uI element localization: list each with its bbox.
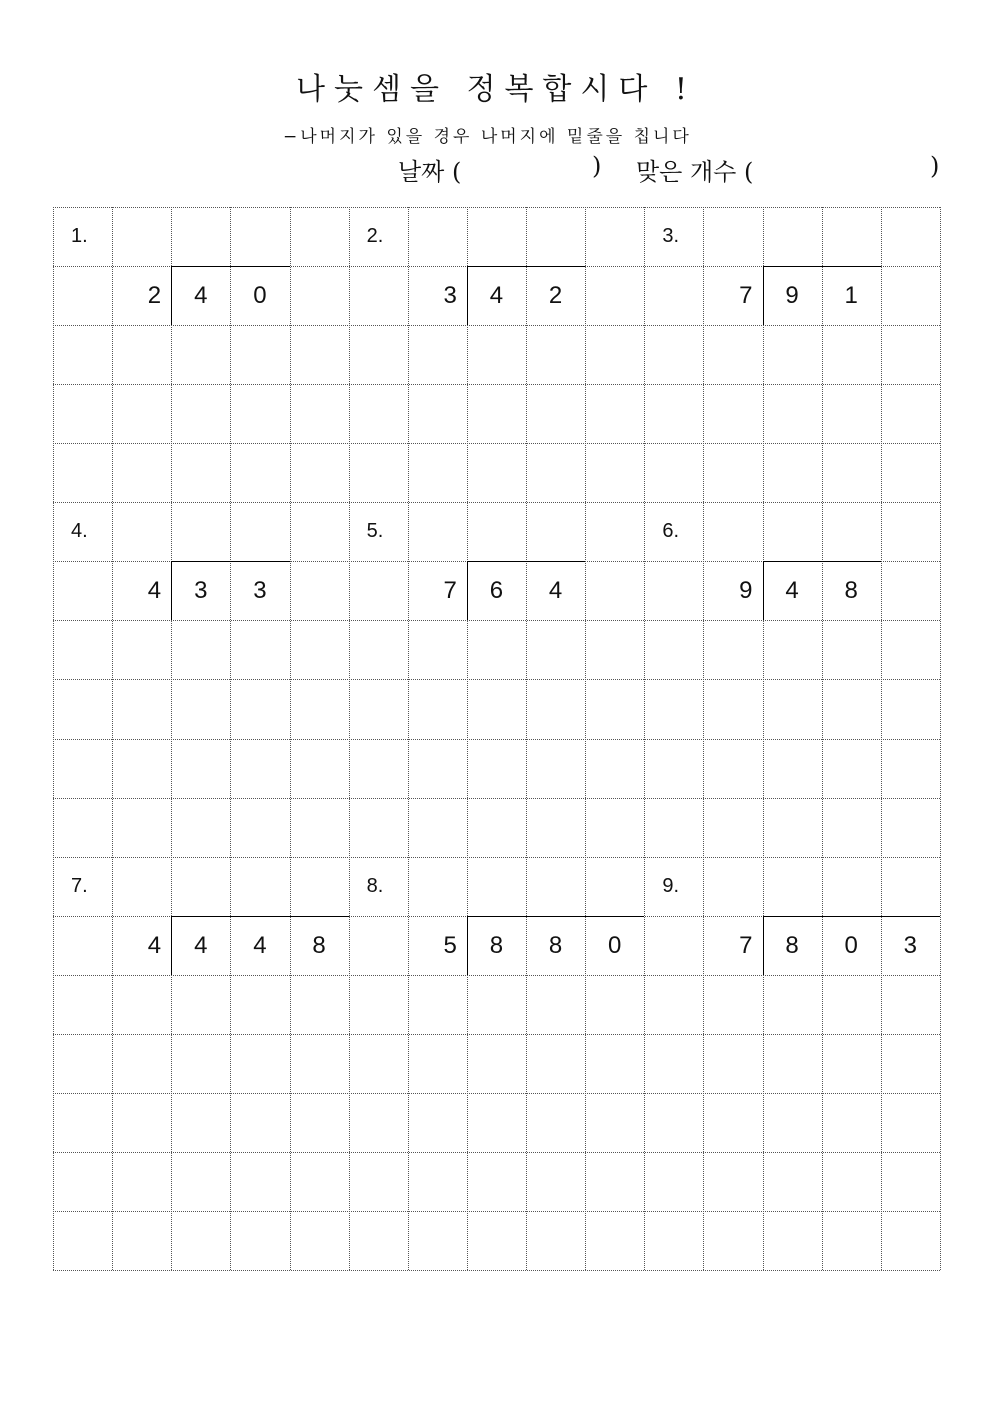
division-bracket-overline — [763, 266, 881, 267]
worksheet-grid — [53, 207, 940, 1270]
grid-line-horizontal — [53, 620, 940, 621]
problem-label: 3. — [662, 225, 680, 247]
division-bracket-overline — [467, 561, 585, 562]
division-bracket-overline — [763, 561, 881, 562]
grid-line-horizontal — [53, 739, 940, 740]
divisor-digit: 9 — [739, 577, 753, 605]
dividend-digit: 8 — [489, 931, 504, 959]
grid-line-vertical — [940, 207, 941, 1270]
dividend-digit: 0 — [844, 931, 858, 959]
dividend-digit: 6 — [489, 577, 504, 605]
problem-label: 6. — [662, 520, 680, 543]
grid-line-horizontal — [53, 857, 940, 858]
division-bracket-vertical — [467, 916, 468, 975]
grid-line-horizontal — [53, 798, 940, 799]
dividend-digit: 8 — [785, 931, 799, 959]
divisor-digit: 4 — [147, 931, 162, 959]
dividend-digit: 0 — [253, 282, 267, 310]
info-row — [398, 152, 946, 186]
dividend-digit: 8 — [844, 577, 858, 605]
date-label: 날짜 ( — [398, 158, 462, 186]
dividend-digit: 8 — [312, 931, 326, 959]
division-bracket-overline — [467, 916, 644, 917]
grid-line-horizontal — [53, 1152, 940, 1153]
divisor-digit: 2 — [147, 282, 162, 310]
problem-label: 1. — [71, 225, 88, 247]
division-bracket-overline — [467, 266, 585, 267]
grid-line-horizontal — [53, 1034, 940, 1035]
dividend-digit: 3 — [903, 931, 918, 959]
grid-line-horizontal — [53, 443, 940, 444]
grid-line-horizontal — [53, 325, 940, 326]
dividend-digit: 9 — [785, 282, 799, 310]
division-bracket-overline — [171, 266, 289, 267]
division-bracket-vertical — [467, 561, 468, 620]
instruction-text: −나머지가 있을 경우 나머지에 밑줄을 칩니다 — [283, 127, 692, 147]
divisor-digit: 3 — [443, 282, 457, 310]
division-bracket-overline — [171, 561, 289, 562]
grid-line-horizontal — [53, 207, 940, 208]
dividend-digit: 2 — [548, 282, 563, 310]
score-close: ) — [930, 152, 940, 180]
problem-label: 5. — [366, 520, 384, 543]
dividend-digit: 4 — [253, 931, 267, 959]
dividend-digit: 4 — [548, 577, 563, 605]
score-label: 맞은 개수 ( — [636, 158, 754, 186]
dividend-digit: 4 — [194, 931, 208, 959]
grid-line-horizontal — [53, 1093, 940, 1094]
division-bracket-vertical — [763, 266, 764, 325]
problem-label: 7. — [71, 874, 88, 897]
problem-label: 2. — [366, 225, 384, 247]
division-bracket-vertical — [171, 266, 172, 325]
division-bracket-overline — [763, 916, 940, 917]
division-bracket-vertical — [763, 916, 764, 975]
division-bracket-overline — [171, 916, 348, 917]
divisor-digit: 7 — [739, 282, 753, 310]
divisor-digit: 5 — [443, 931, 457, 959]
divisor-digit: 7 — [739, 931, 753, 959]
date-close: ) — [592, 152, 602, 180]
divisor-digit: 4 — [147, 577, 162, 605]
dividend-digit: 0 — [608, 931, 622, 959]
dividend-digit: 1 — [844, 282, 858, 310]
grid-line-horizontal — [53, 1211, 940, 1212]
problem-label: 4. — [71, 520, 88, 543]
division-bracket-vertical — [171, 561, 172, 620]
dividend-digit: 4 — [785, 577, 799, 605]
dividend-digit: 8 — [548, 931, 563, 959]
division-bracket-vertical — [467, 266, 468, 325]
division-bracket-vertical — [171, 916, 172, 975]
problem-label: 8. — [366, 874, 384, 897]
division-bracket-vertical — [763, 561, 764, 620]
dividend-digit: 4 — [194, 282, 208, 310]
grid-line-horizontal — [53, 679, 940, 680]
dividend-digit: 3 — [253, 577, 267, 605]
grid-line-horizontal — [53, 1270, 940, 1271]
problem-label: 9. — [662, 874, 680, 897]
divisor-digit: 7 — [443, 577, 457, 605]
grid-line-horizontal — [53, 502, 940, 503]
dividend-digit: 4 — [489, 282, 504, 310]
grid-line-horizontal — [53, 975, 940, 976]
page-title: 나눗셈을 정복합시다 ! — [296, 72, 696, 107]
grid-line-horizontal — [53, 384, 940, 385]
dividend-digit: 3 — [194, 577, 208, 605]
